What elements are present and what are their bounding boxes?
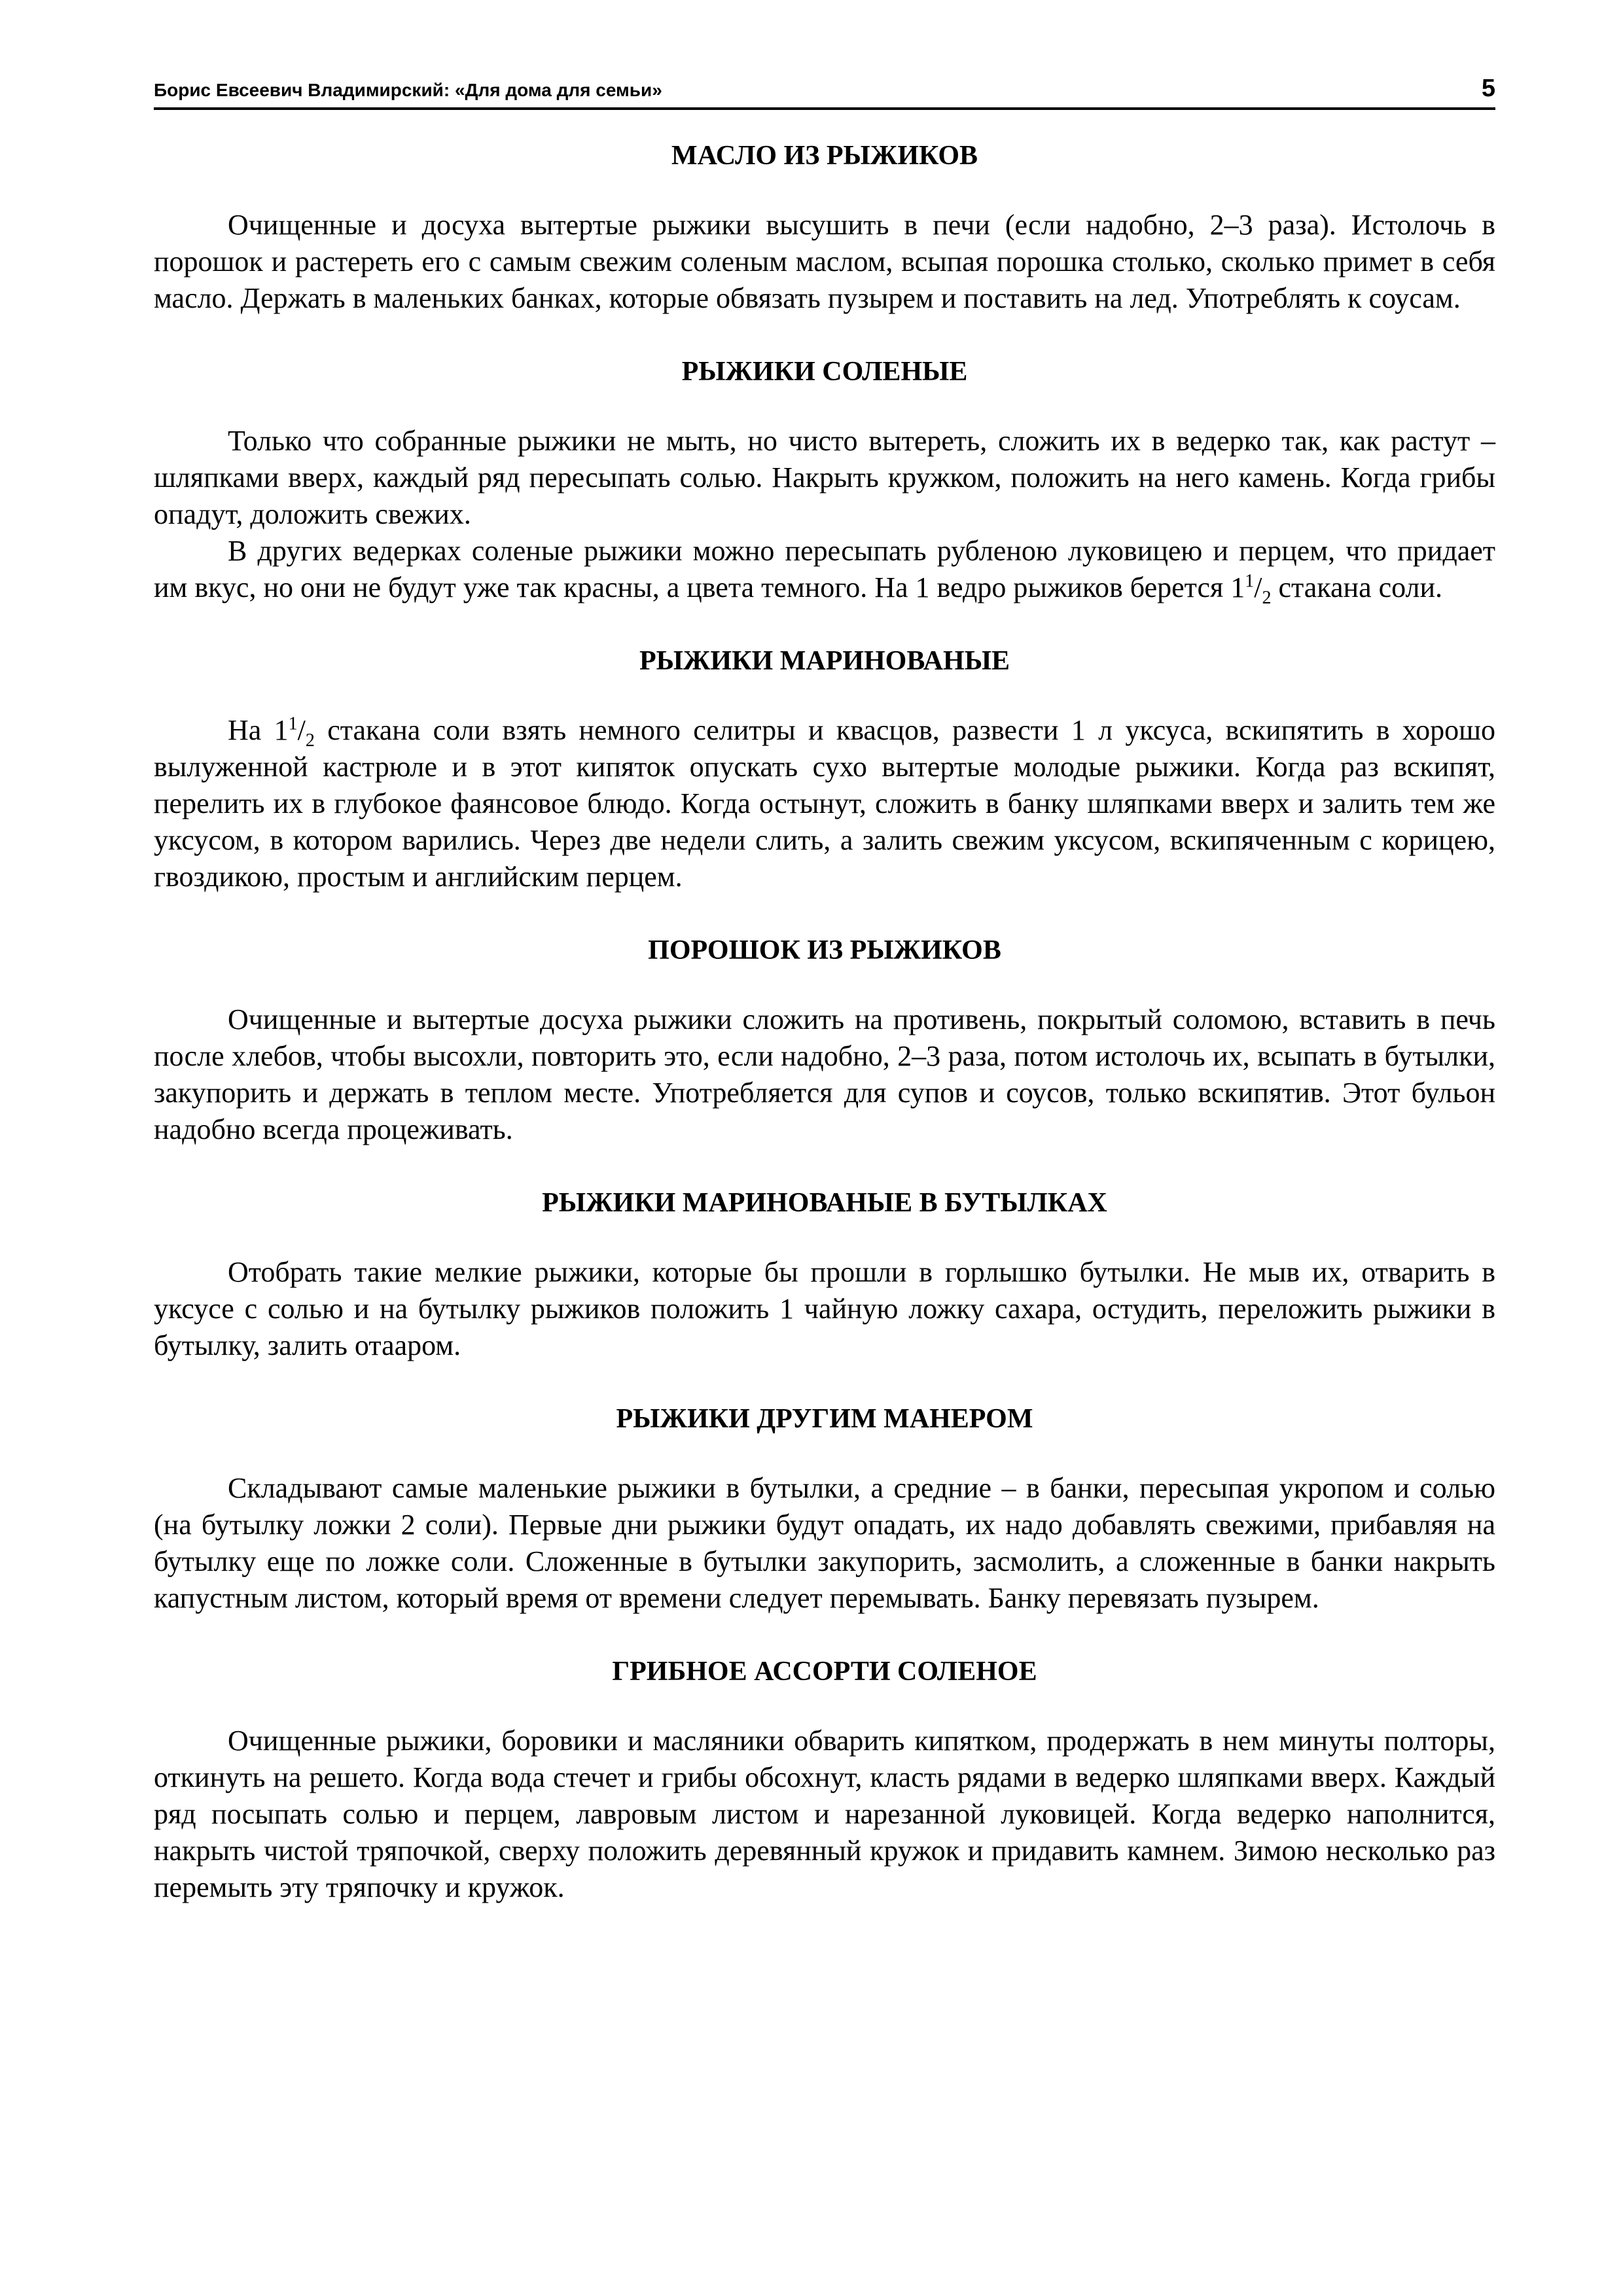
fraction-denominator: 2 bbox=[1262, 587, 1272, 608]
section-salted-mushroom-assorti bbox=[154, 1653, 1495, 1906]
section-ryzhiki-other-way bbox=[154, 1401, 1495, 1617]
section-heading: РЫЖИКИ ДРУГИМ МАНЕРОМ bbox=[616, 1404, 1033, 1434]
page-number: 5 bbox=[1481, 75, 1495, 102]
section-heading: РЫЖИКИ МАРИНОВАНЫЕ В БУТЫЛКАХ bbox=[542, 1188, 1107, 1218]
fraction-slash: / bbox=[1254, 571, 1262, 603]
section-heading: ПОРОШОК ИЗ РЫЖИКОВ bbox=[648, 935, 1001, 965]
paragraph bbox=[154, 712, 1495, 895]
section-marinated-in-bottles bbox=[154, 1185, 1495, 1364]
text-run: стакана соли. bbox=[1271, 571, 1443, 603]
paragraph: Отобрать такие мелкие рыжики, которые бы прошли в горлышко бутылки. Не мыв их, отварить в уксусе с солью и на бутылку рыжиков положить 1 чайную ложку сахара, остудить, переложить рыжики в бутылку, залить отааром. bbox=[154, 1256, 1495, 1361]
paragraph: Очищенные и вытертые досуха рыжики сложить на противень, покрытый соломою, вставить в печь после хлебов, чтобы высохли, повторить это, если надобно, 2–3 раза, потом истолочь их, всыпать в бутылки, закупорить и держать в теплом месте. Употребляется для супов и соусов, только вскипятив. Этот бульон надобно всегда процеживать. bbox=[154, 1003, 1495, 1145]
section-heading: МАСЛО ИЗ РЫЖИКОВ bbox=[671, 141, 978, 171]
document-body bbox=[154, 137, 1495, 1943]
text-run: стакана соли взять немного селитры и квасцов, развести 1 л уксуса, вскипятить в хорошо вылуженной кастрюле и в этот кипяток опускать сухо вытертые молодые рыжики. Когда раз вскипят, перелить их в глубокое фаянсовое блюдо. Когда остынут, сложить в банку шляпками вверх и залить тем же уксусом, в котором варились. Через две недели слить, а залить свежим уксусом, вскипяченным с корицею, гвоздикою, простым и английским перцем. bbox=[154, 714, 1496, 893]
fraction-slash: / bbox=[297, 714, 306, 746]
section-heading: РЫЖИКИ МАРИНОВАНЫЕ bbox=[639, 646, 1010, 676]
fraction-numerator: 1 bbox=[288, 713, 298, 734]
section-marinated-ryzhiki bbox=[154, 643, 1495, 895]
paragraph bbox=[154, 533, 1495, 606]
paragraph: Складывают самые маленькие рыжики в бутылки, а средние – в банки, пересыпая укропом и солью (на бутылку ложки 2 соли). Первые дни рыжики будут опадать, их надо добавлять свежими, прибавляя на бутылку еще по ложке соли. Сложенные в бутылки закупорить, засмолить, а сложенные в банки накрыть капустным листом, который время от времени следует перемывать. Банку перевязать пузырем. bbox=[154, 1472, 1495, 1614]
paragraph: Очищенные и досуха вытертые рыжики высушить в печи (если надобно, 2–3 раза). Истолочь в порошок и растереть его с самым свежим соленым маслом, всыпая порошка столько, сколько примет в себя масло. Держать в маленьких банках, которые обвязать пузырем и поставить на лед. Употреблять к соусам. bbox=[154, 209, 1495, 314]
header-title: Борис Евсеевич Владимирский: «Для дома для семьи» bbox=[154, 80, 662, 100]
header-rule bbox=[154, 107, 1495, 110]
running-header bbox=[154, 75, 1495, 106]
fraction-numerator: 1 bbox=[1245, 571, 1255, 592]
text-run: В других ведерках соленые рыжики можно пересыпать рубленою луковицею и перцем, что придает им вкус, но они не будут уже так красны, а цвета темного. На 1 ведро рыжиков берется 1 bbox=[154, 535, 1495, 603]
section-ryzhiki-powder bbox=[154, 932, 1495, 1148]
fraction-denominator: 2 bbox=[305, 730, 315, 751]
section-heading: РЫЖИКИ СОЛЕНЫЕ bbox=[681, 357, 968, 387]
section-heading: ГРИБНОЕ АССОРТИ СОЛЕНОЕ bbox=[612, 1657, 1037, 1687]
paragraph: Только что собранные рыжики не мыть, но чисто вытереть, сложить их в ведерко так, как растут – шляпками вверх, каждый ряд пересыпать солью. Накрыть кружком, положить на него камень. Когда грибы опадут, доложить свежих. bbox=[154, 425, 1495, 530]
section-butter-from-ryzhiki bbox=[154, 137, 1495, 317]
text-run: На 1 bbox=[228, 714, 289, 746]
paragraph: Очищенные рыжики, боровики и масляники обварить кипятком, продержать в нем минуты полторы, откинуть на решето. Когда вода стечет и грибы обсохнут, класть рядами в ведерко шляпками вверх. Каждый ряд посыпать солью и перцем, лавровым листом и нарезанной луковицей. Когда ведерко наполнится, накрыть чистой тряпочкой, сверху положить деревянный кружок и придавить камнем. Зимою несколько раз перемыть эту тряпочку и кружок. bbox=[154, 1725, 1495, 1903]
document-page bbox=[154, 0, 1495, 2296]
section-salted-ryzhiki bbox=[154, 353, 1495, 606]
